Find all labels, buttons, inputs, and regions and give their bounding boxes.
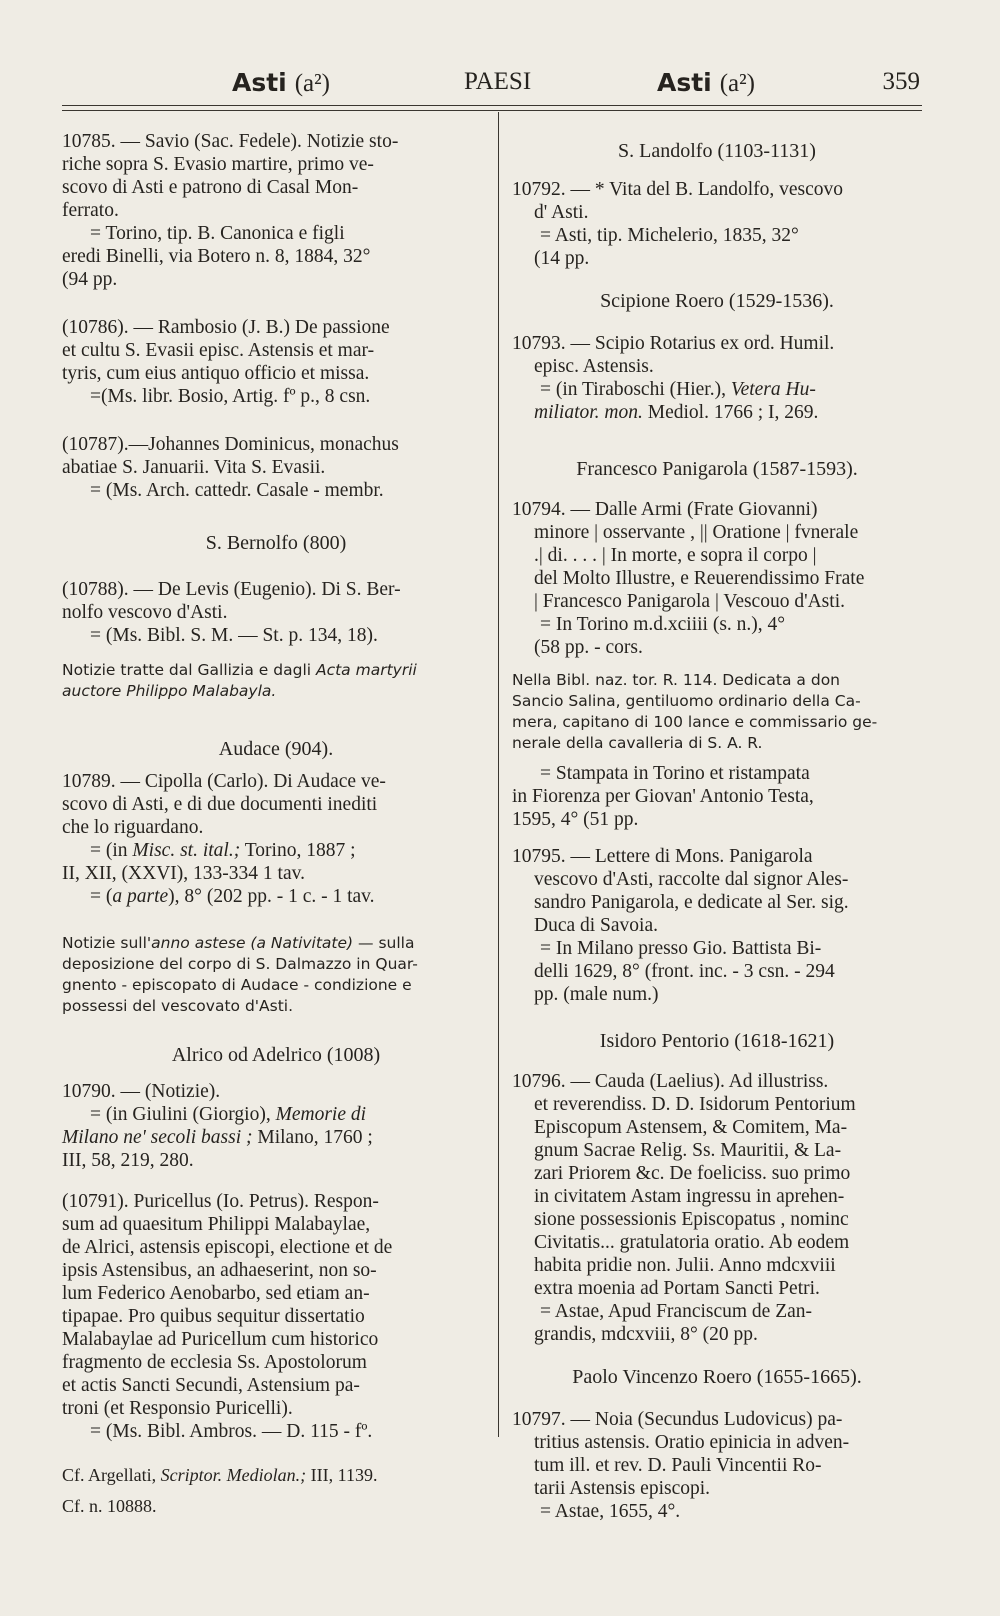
- entry-10792: 10792. — * Vita del B. Landolfo, vescovo d' Asti. = Asti, tip. Michelerio, 1835, 32° (14 pp.: [512, 179, 844, 269]
- section-heading-pentorio: Isidoro Pentorio (1618-1621): [599, 1030, 835, 1052]
- entry-10786: (10786). — Rambosio (J. B.) De passione et cultu S. Evasii episc. Astensis et mar- tyris, cum eius antiquo officio et missa. =(Ms. libr. Bosio, Artig. fº p., 8 csn.: [62, 317, 390, 407]
- entry-10789: 10789. — Cipolla (Carlo). Di Audace ve- scovo di Asti, e di due documenti inediti che lo riguardano. = (in Misc. st. ital.; Torino, 1887 ; II, XII, (XXVI), 133-334 1 tav. = (a parte), 8° (202 pp. - 1 c. - 1 tav.: [62, 771, 386, 907]
- entry-10794-reprint: = Stampata in Torino et ristampata in Fiorenza per Giovan' Antonio Testa, 1595, 4° (51 pp.: [512, 763, 814, 830]
- column-divider: [498, 112, 499, 1437]
- entry-10790: 10790. — (Notizie). = (in Giulini (Giorgio), Memorie di Milano ne' secoli bassi ; Milano, 1760 ; III, 58, 219, 280.: [62, 1081, 373, 1171]
- header-rule-bottom: [62, 110, 922, 111]
- entry-10787: (10787).—Johannes Dominicus, monachus abatiae S. Januarii. Vita S. Evasii. = (Ms. Arch. cattedr. Casale - membr.: [62, 434, 399, 501]
- section-heading-panigarola: Francesco Panigarola (1587-1593).: [576, 458, 858, 480]
- section-heading-audace: Audace (904).: [218, 738, 334, 760]
- entry-10796: 10796. — Cauda (Laelius). Ad illustriss. et reverendiss. D. D. Isidorum Pentorium Episcopum Astensem, & Comitem, Ma- gnum Sacrae Relig. Ss. Mauritii, & La- zari Priorem &c. De foeliciss. suo primo in civitatem Astam ingressu in aprehen- sione possessionis Episcopatus , nominc Civitatis... gratulatoria oratio. Ab eodem habita pridie non. Julii. Anno mdcxviii extra moenia ad Portam Sancti Petri. = Astae, Apud Franciscum de Zan- grandis, mdcxviii, 8° (20 pp.: [512, 1071, 856, 1345]
- section-heading-landolfo: S. Landolfo (1103-1131): [618, 140, 816, 162]
- section-heading-bernolfo: S. Bernolfo (800): [205, 532, 347, 554]
- cross-reference-10888: Cf. n. 10888.: [62, 1496, 157, 1516]
- entry-10793: 10793. — Scipio Rotarius ex ord. Humil. episc. Astensis. = (in Tiraboschi (Hier.), Vetera Hu- miliator. mon. Mediol. 1766 ; I, 269.: [512, 333, 835, 423]
- note-10788: Notizie tratte dal Gallizia e dagli Acta martyrii auctore Philippo Malabayla.: [62, 661, 417, 700]
- header-right-title: Asti (a²): [657, 68, 755, 97]
- entry-10797: 10797. — Noia (Secundus Ludovicus) pa- tritius astensis. Oratio epinicia in adven- tum ill. et rev. D. Pauli Vincentii Ro- tarii Astensis episcopi. = Astae, 1655, 4°.: [512, 1409, 850, 1522]
- page-number: 359: [882, 68, 920, 95]
- note-10794: Nella Bibl. naz. tor. R. 114. Dedicata a don Sancio Salina, gentiluomo ordinario della Ca- mera, capitano di 100 lance e commissario ge- nerale della cavalleria di S. A. R.: [512, 671, 878, 752]
- header-left-title: Asti (a²): [232, 68, 330, 97]
- header-rule-top: [62, 105, 922, 106]
- entry-10795: 10795. — Lettere di Mons. Panigarola vescovo d'Asti, raccolte dal signor Ales- sandro Panigarola, e dedicate al Ser. sig. Duca di Savoia. = In Milano presso Gio. Battista Bi- delli 1629, 8° (front. inc. - 3 csn. - 294 pp. (male num.): [512, 846, 849, 1005]
- running-header: [62, 60, 920, 110]
- header-section-title: PAESI: [464, 68, 532, 95]
- note-10789: Notizie sull'anno astese (a Nativitate) — sulla deposizione del corpo di S. Dalmazzo in Quar- gnento - episcopato di Audace - condizione e possessi del vescovato d'Asti.: [62, 934, 418, 1015]
- section-heading-alrico: Alrico od Adelrico (1008): [171, 1044, 381, 1066]
- cross-reference-argellati: Cf. Argellati, Scriptor. Mediolan.; III, 1139.: [62, 1465, 378, 1485]
- section-heading-roero-2: Paolo Vincenzo Roero (1655-1665).: [572, 1366, 862, 1388]
- entry-10794: 10794. — Dalle Armi (Frate Giovanni) minore | osservante , || Oratione | fvnerale .| di. . . . | In morte, e sopra il corpo | del Molto Illustre, e Reuerendissimo Frate | Francesco Panigarola | Vescouo d'Asti. = In Torino m.d.xciiii (s. n.), 4° (58 pp. - cors.: [512, 499, 865, 658]
- entry-10791: (10791). Puricellus (Io. Petrus). Respon- sum ad quaesitum Philippi Malabaylae, de Alrici, astensis episcopi, electione et de ipsis Astensibus, an adhaeserint, non so- lum Federico Aenobarbo, sed etiam an- tipapae. Pro quibus sequitur dissertatio Malabaylae ad Puricellum cum historico fragmento de ecclesia Ss. Apostolorum et actis Sancti Secundi, Astensium pa- troni (et Responsio Puricelli). = (Ms. Bibl. Ambros. — D. 115 - fº.: [62, 1191, 393, 1442]
- entry-10788: (10788). — De Levis (Eugenio). Di S. Ber- nolfo vescovo d'Asti. = (Ms. Bibl. S. M. — St. p. 134, 18).: [62, 579, 401, 646]
- section-heading-roero-1: Scipione Roero (1529-1536).: [600, 290, 834, 312]
- entry-10785: 10785. — Savio (Sac. Fedele). Notizie sto- riche sopra S. Evasio martire, primo ve- scovo di Asti e patrono di Casal Mon- ferrato. = Torino, tip. B. Canonica e figli eredi Binelli, via Botero n. 8, 1884, 32° (94 pp.: [62, 131, 399, 290]
